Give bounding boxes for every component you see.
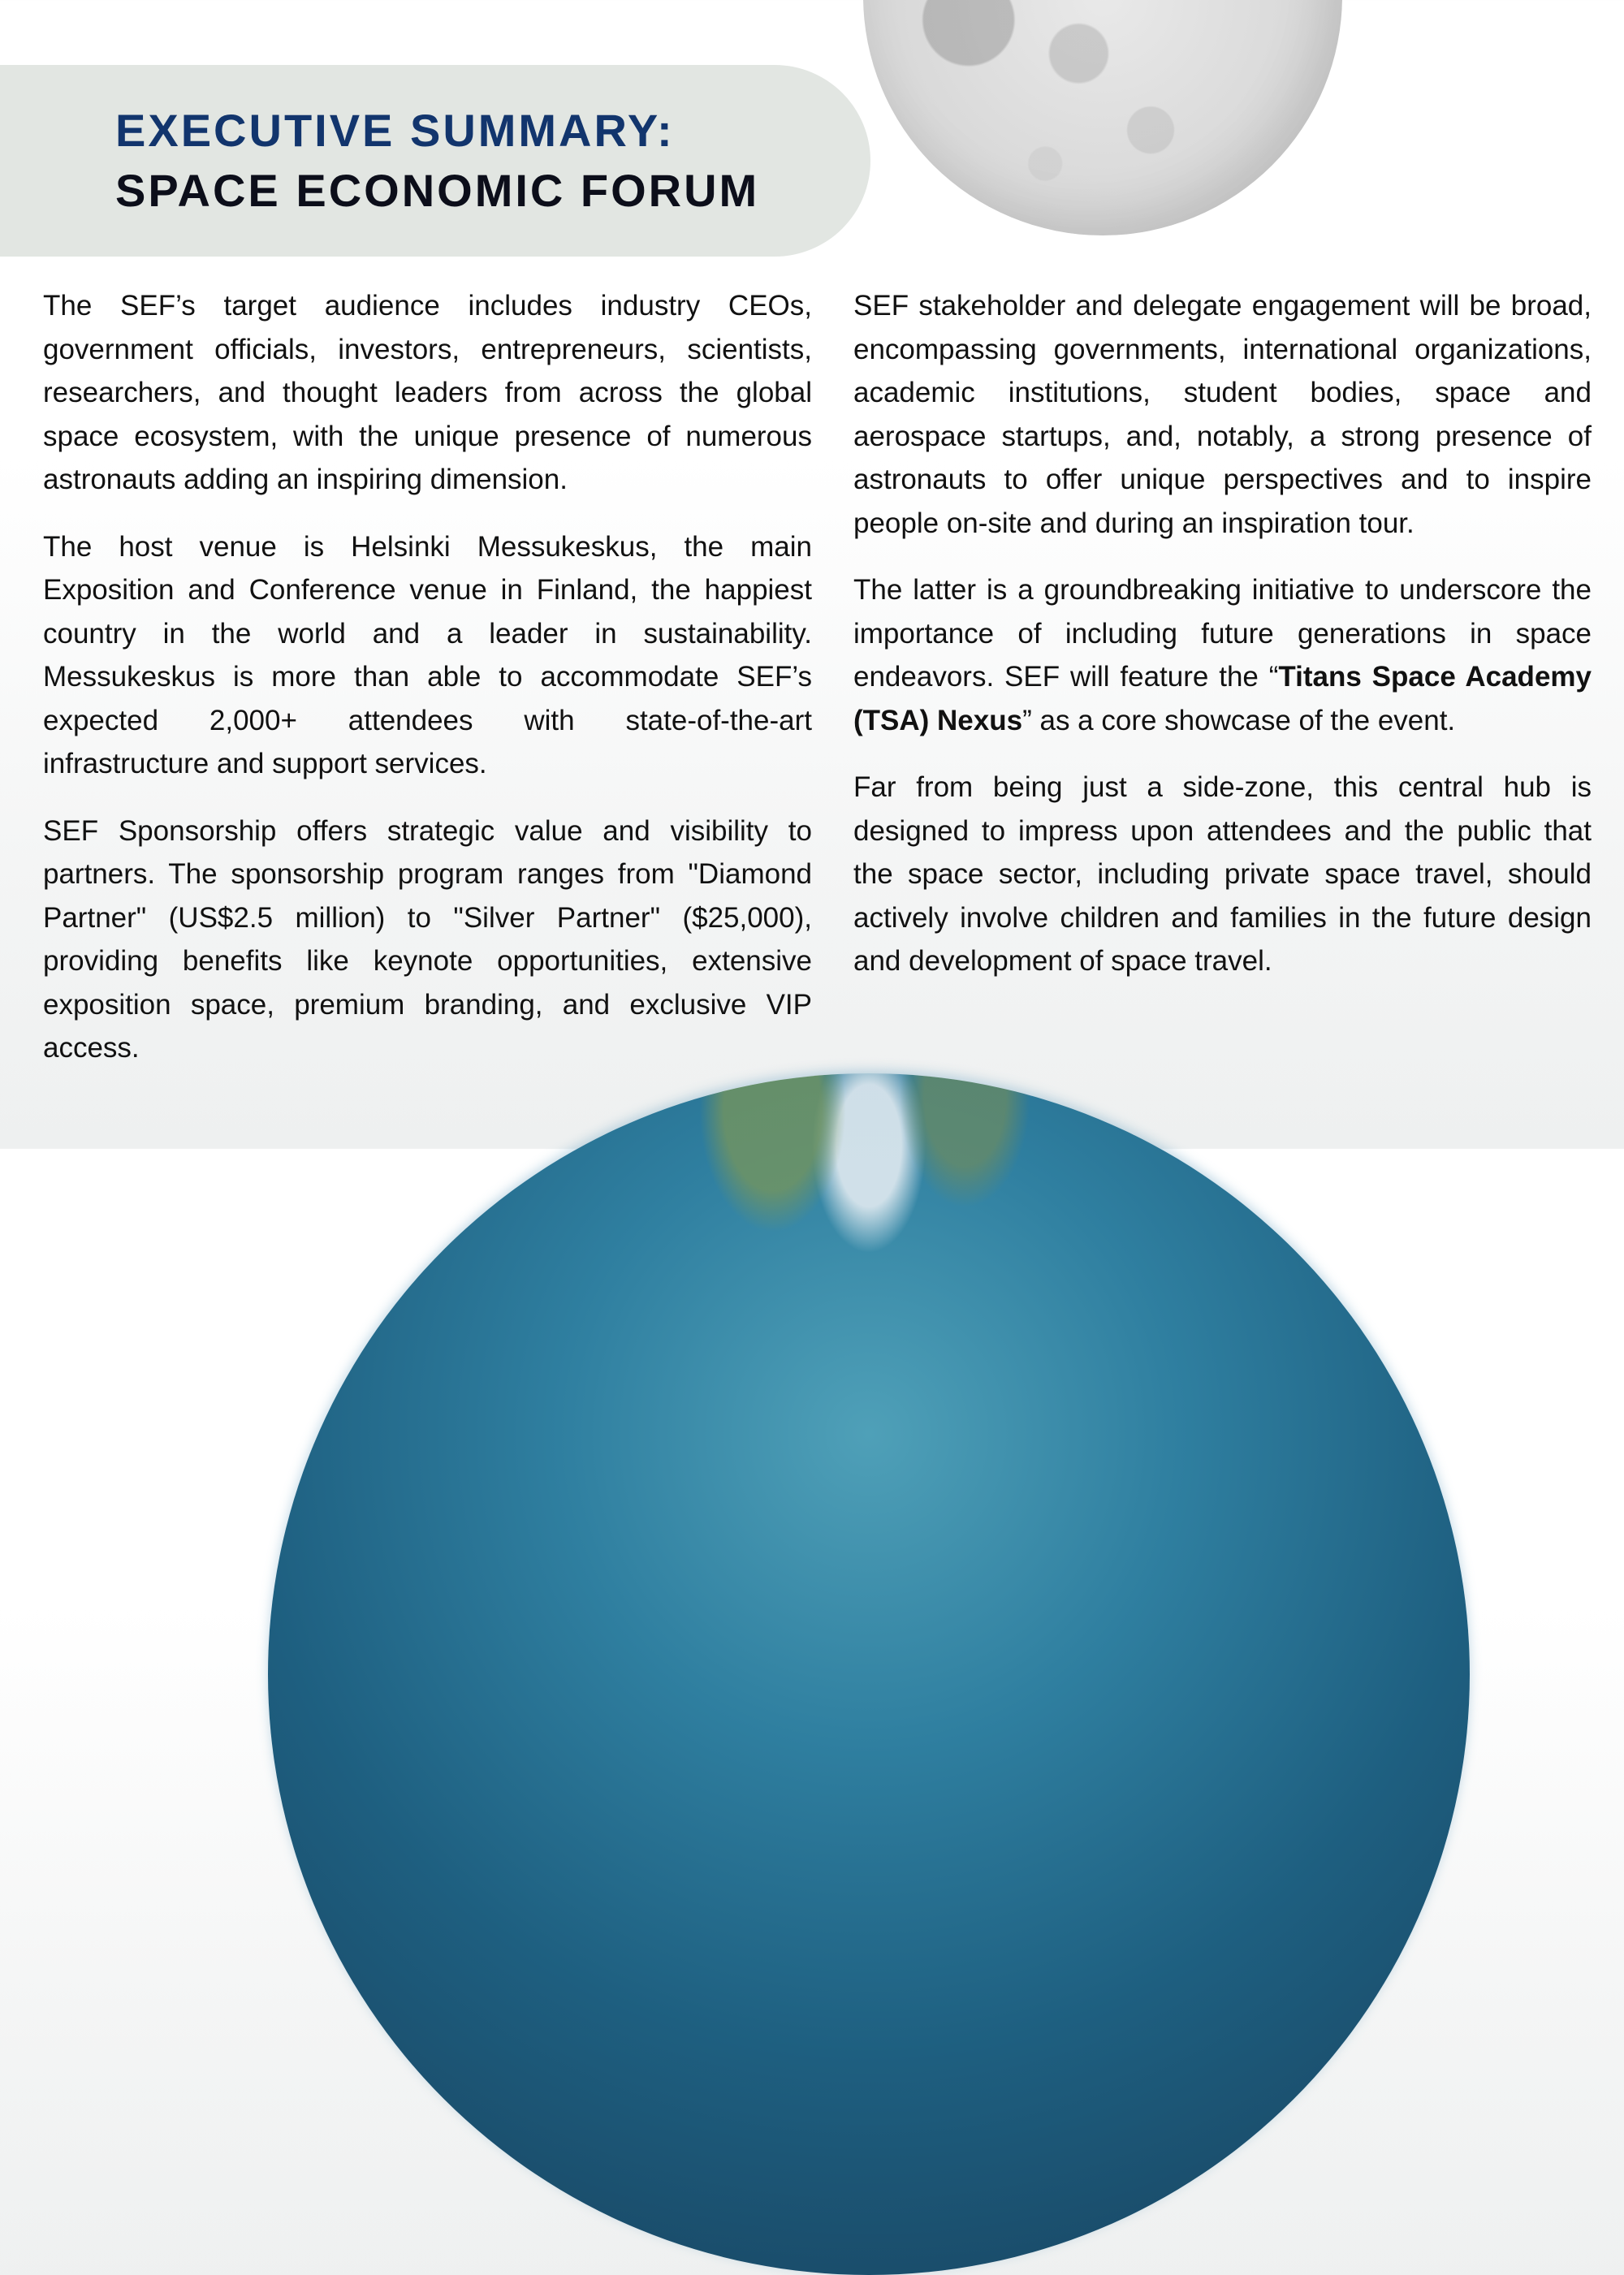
tsa-text-before: The latter is a groundbreaking initiative to underscore the importance of including future generations in space endeavors. SEF will feature the “ <box>853 574 1592 693</box>
paragraph-tsa-nexus <box>853 568 1592 742</box>
paragraph-central-hub: Far from being just a side-zone, this central hub is designed to impress upon attendees and the public that the space sector, including private space travel, should actively involve children and families in the future design and development of space travel. <box>853 771 1592 977</box>
paragraph-sponsorship: SEF Sponsorship offers strategic value and visibility to partners. The sponsorship program ranges from "Diamond Partner" (US$2.5 million) to "Silver Partner" ($25,000), providing benefits like keynote opportunities, extensive exposition space, premium branding, and exclusive VIP access. <box>43 814 812 1064</box>
title-banner <box>0 65 870 257</box>
paragraph-stakeholder-engagement: SEF stakeholder and delegate engagement will be broad, encompassing governments, international organizations, academic institutions, student bodies, space and aerospace startups, and, notably, a strong presence of astronauts to offer unique perspectives and to inspire people on-site and during an inspiration tour. <box>853 290 1592 539</box>
tsa-text-after: ” as a core showcase of the event. <box>1022 704 1456 736</box>
page-title-line1: EXECUTIVE SUMMARY: <box>115 105 675 156</box>
right-column <box>853 284 1592 1007</box>
earth-image <box>268 1073 1470 2275</box>
paragraph-host-venue: The host venue is Helsinki Messukeskus, the main Exposition and Conference venue in Finland, the happiest country in the world and a leader in sustainability. Messukeskus is more than able to accommodate SEF’s expected 2,000+ attendees with state-of-the-art infrastructure and support services. <box>43 530 812 779</box>
paragraph-target-audience: The SEF’s target audience includes industry CEOs, government officials, investors, entrepreneurs, scientists, researchers, and thought leaders from across the global space ecosystem, with the unique presence of numerous astronauts adding an inspiring dimension. <box>43 290 812 495</box>
page-title-line2: SPACE ECONOMIC FORUM <box>115 165 760 216</box>
moon-image <box>863 0 1342 235</box>
tsa-nexus-name: Titans Space Academy (TSA) Nexus <box>853 661 1592 736</box>
left-column <box>43 284 812 1094</box>
